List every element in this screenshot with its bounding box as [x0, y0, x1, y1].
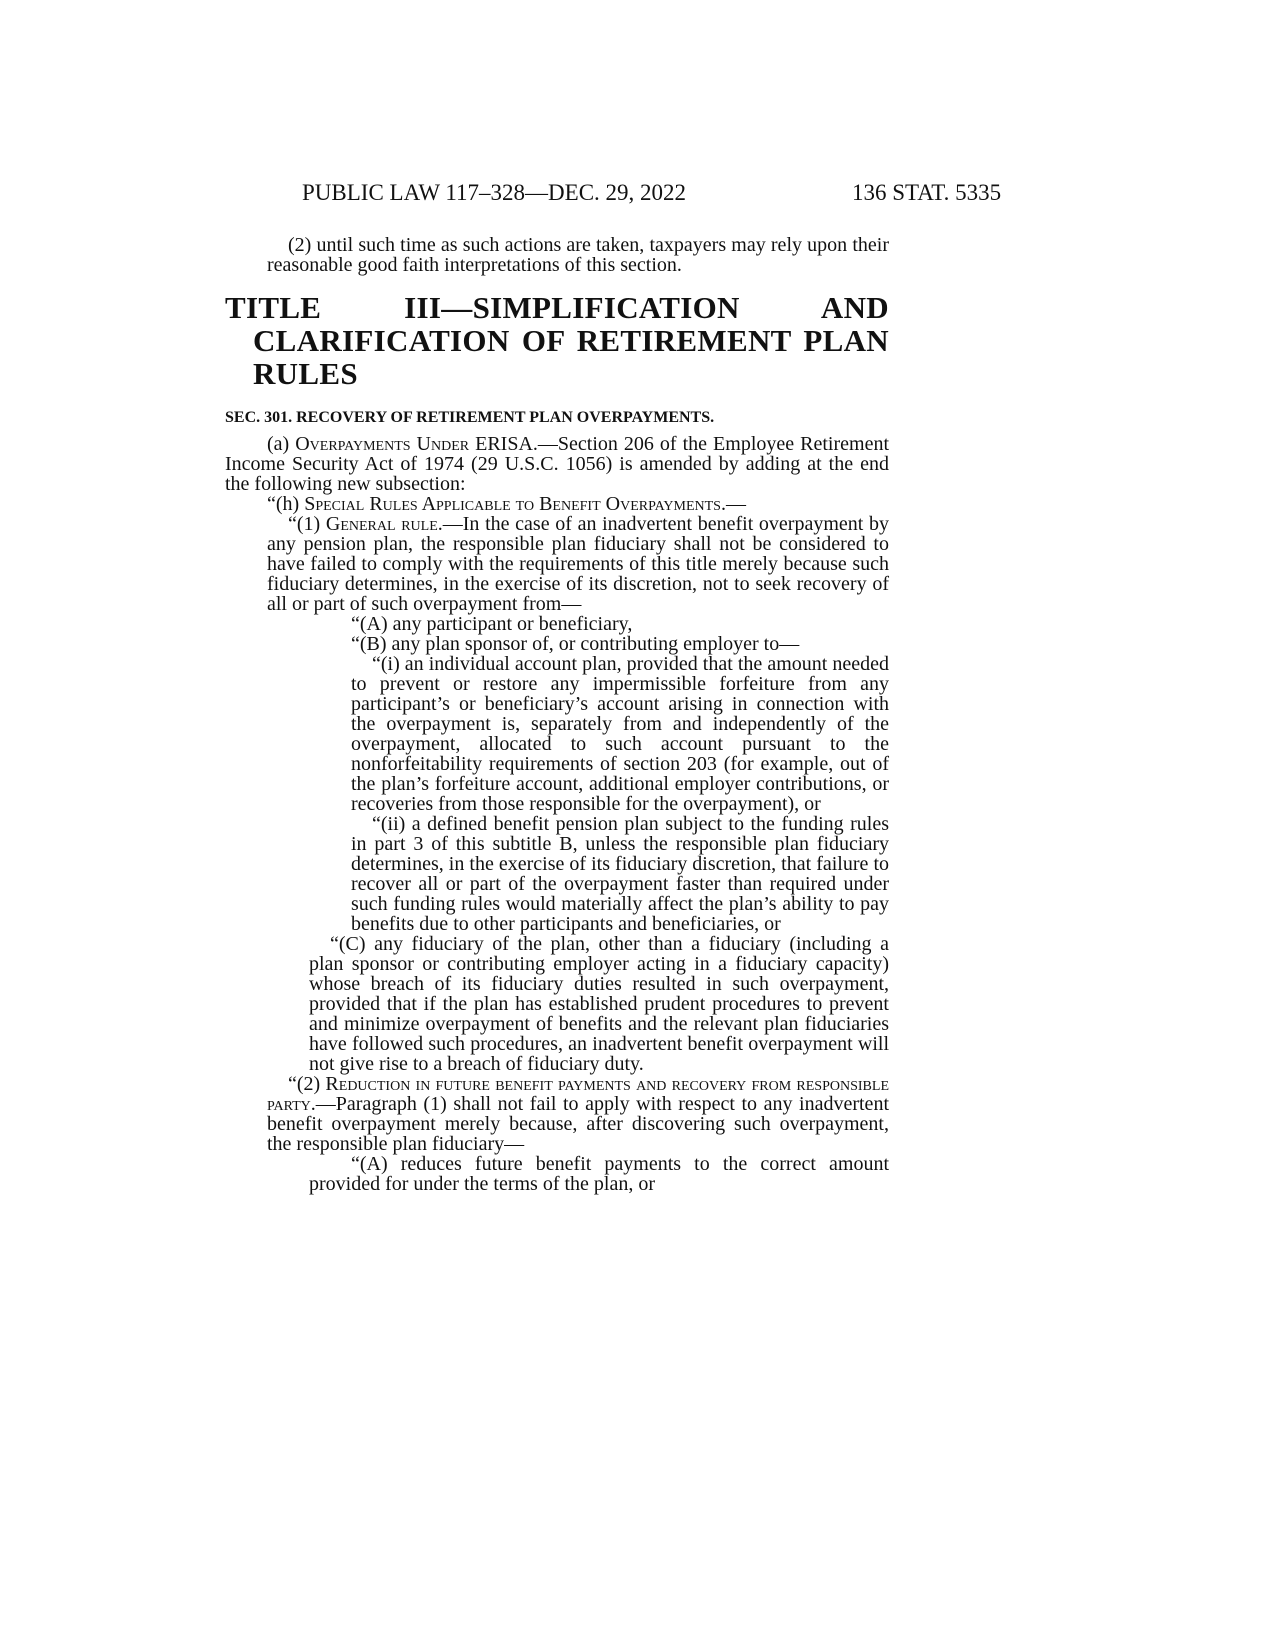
- title-heading: TITLE III—SIMPLIFICATION AND CLARIFICATION OF RETIREMENT PLAN RULES: [225, 290, 889, 391]
- page-header: [0, 180, 1275, 210]
- section-heading: SEC. 301. RECOVERY OF RETIREMENT PLAN OVERPAYMENTS.: [225, 409, 715, 426]
- clause-i: “(i) an individual account plan, provided that the amount needed to prevent or restore any impermissible forfeiture from any participant’s or beneficiary’s account arising in connection with the overpayment is, separately from and independently of the overpayment, allocated to such account pursuant to the nonforfeitability requirements of section 203 (for example, out of the plan’s forfeiture account, additional employer contributions, or recoveries from those responsible for the overpayment), or: [351, 653, 889, 815]
- subparagraph-A: “(A) any participant or beneficiary,: [351, 613, 633, 635]
- paragraph-2-label: “(2): [288, 1073, 326, 1095]
- paragraph-1-label: “(1): [288, 513, 326, 535]
- paragraph-1-text: .—In the case of an inadvertent benefit overpayment by any pension plan, the responsible plan fiduciary shall not be considered to have failed to comply with the requirements of this title merely because such fiduciary determines, in the exercise of its discretion, not to seek recovery of all or part of such overpayment from—: [267, 513, 889, 615]
- subparagraph-B: “(B) any plan sponsor of, or contributing employer to—: [351, 633, 800, 655]
- paragraph-1-general-rule: [225, 514, 889, 614]
- subparagraph-C: “(C) any fiduciary of the plan, other than a fiduciary (including a plan sponsor or contributing employer acting in a fiduciary capacity) whose breach of its fiduciary duties resulted in such overpayment, provided that if the plan has established prudent procedures to prevent and minimize overpayment of benefits and the relevant plan fiduciaries have followed such procedures, an inadvertent benefit overpayment will not give rise to a breach of fiduciary duty.: [309, 933, 889, 1075]
- paragraph-1-heading: General rule: [325, 513, 438, 535]
- running-head: PUBLIC LAW 117–328—DEC. 29, 2022: [302, 180, 687, 205]
- page-number: 136 STAT. 5335: [852, 180, 1002, 205]
- paragraph-2-heading: Reduction in future benefit payments and recovery from responsible party: [267, 1073, 889, 1115]
- paragraph-2-taxpayers: (2) until such time as such actions are taken, taxpayers may rely upon their reasonable good faith interpretations of this section.: [267, 234, 889, 276]
- clause-ii: “(ii) a defined benefit pension plan subject to the funding rules in part 3 of this subtitle B, unless the responsible plan fiduciary determines, in the exercise of its fiduciary discretion, that failure to recover all or part of the overpayment faster than required under such funding rules would materially affect the plan’s ability to pay benefits due to other participants and beneficiaries, or: [351, 813, 889, 935]
- subsection-a-heading: Overpayments Under ERISA: [295, 433, 533, 455]
- paragraph-2-text: .—Paragraph (1) shall not fail to apply with respect to any inadvertent benefit overpayment merely because, after discovering such overpayment, the responsible plan fiduciary—: [267, 1093, 889, 1155]
- subsection-a-text: .—Section 206 of the Employee Retirement Income Security Act of 1974 (29 U.S.C. 1056) is amended by adding at the end the following new subsection:: [225, 433, 890, 495]
- subsection-a-label: (a): [267, 433, 296, 455]
- subparagraph-A-reduces: “(A) reduces future benefit payments to the correct amount provided for under the terms of the plan, or: [309, 1153, 889, 1195]
- subsection-h-heading: Special Rules Applicable to Benefit Overpayments: [304, 493, 721, 515]
- subsection-h-label: “(h): [267, 493, 305, 515]
- document-body: [225, 235, 889, 1194]
- subsection-h: [225, 494, 889, 514]
- subsection-h-text: .—: [720, 493, 746, 515]
- paragraph-2-reduction: [225, 1074, 889, 1154]
- subsection-a: [225, 434, 889, 494]
